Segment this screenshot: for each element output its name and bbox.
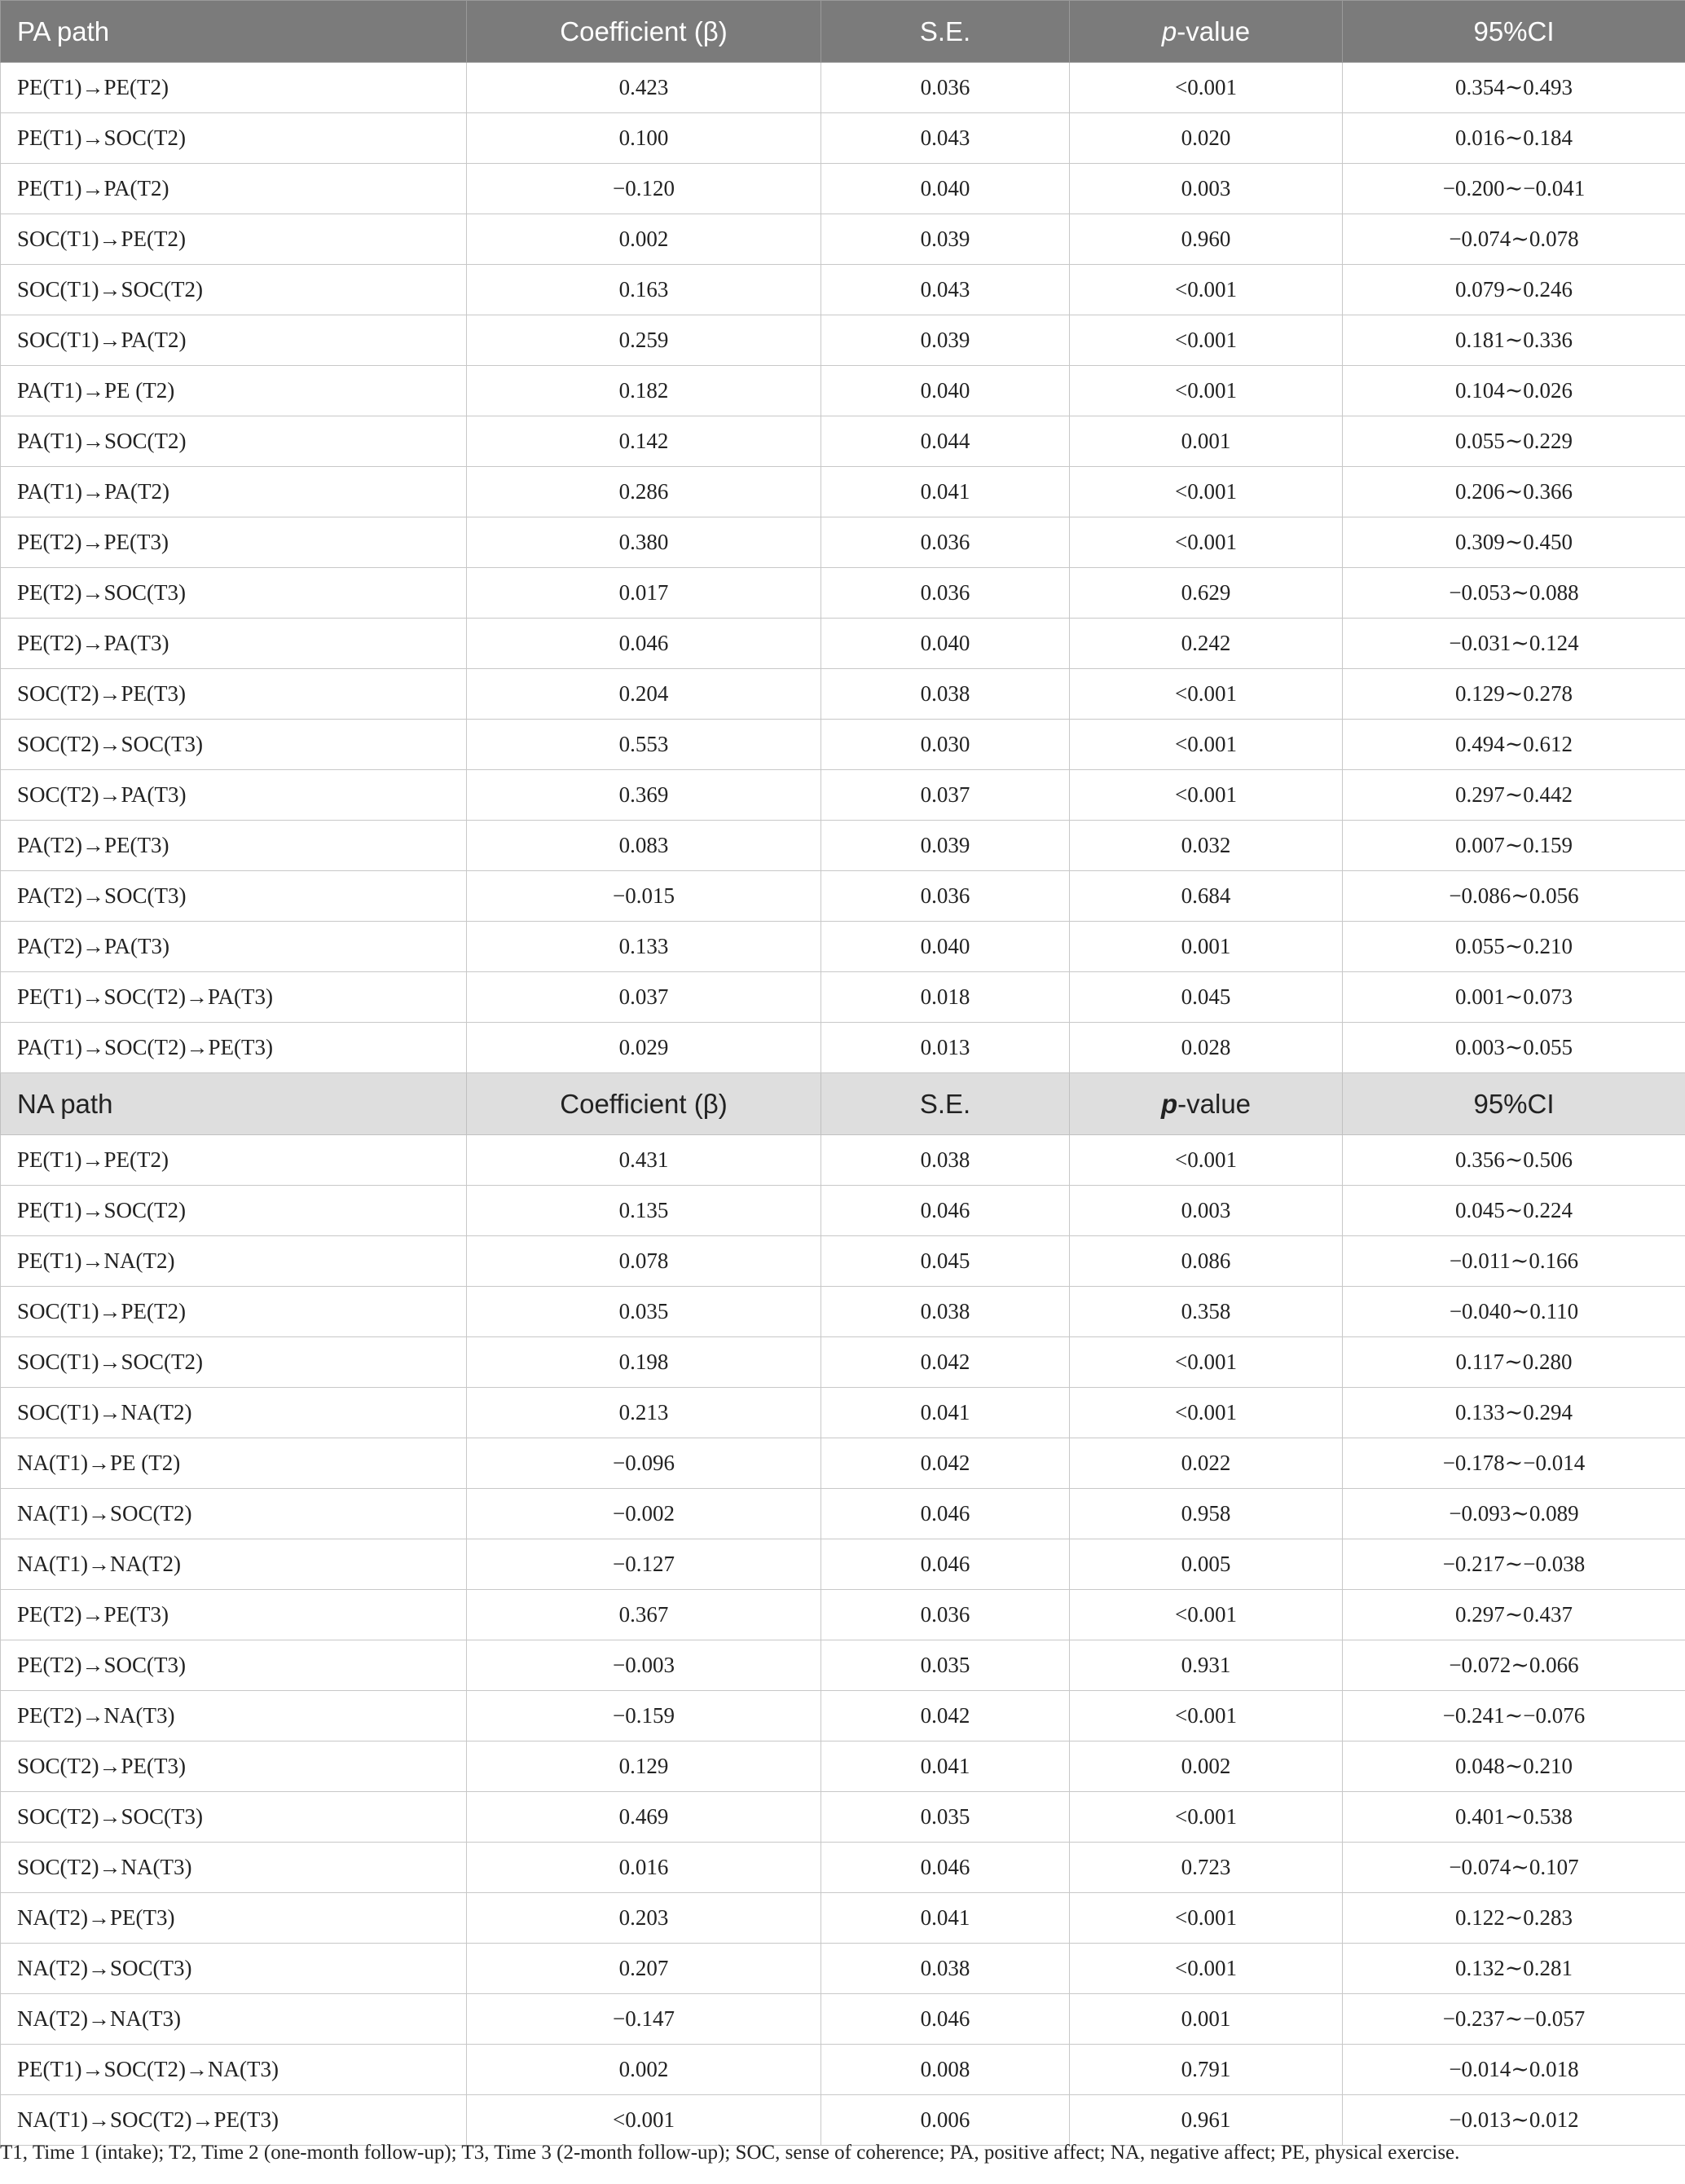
na-ci-cell: 0.297∼0.437 xyxy=(1343,1590,1685,1640)
pa-ci-cell: −0.053∼0.088 xyxy=(1343,568,1685,619)
pa-path-cell: SOC(T2)→SOC(T3) xyxy=(1,720,467,770)
na-table-row xyxy=(1,1236,1685,1287)
pa-se-cell: 0.040 xyxy=(821,366,1070,416)
pa-ci-cell: 0.016∼0.184 xyxy=(1343,113,1685,164)
pa-table-row xyxy=(1,922,1685,972)
pa-coefficient-cell: 0.083 xyxy=(467,821,821,871)
pa-table-row xyxy=(1,467,1685,517)
pa-coefficient-cell: −0.120 xyxy=(467,164,821,214)
pa-path-cell: PE(T2)→PE(T3) xyxy=(1,517,467,568)
pa-pvalue-header: p-value xyxy=(1070,1,1343,63)
na-coefficient-cell: 0.078 xyxy=(467,1236,821,1287)
na-ci-cell: 0.045∼0.224 xyxy=(1343,1186,1685,1236)
pa-se-cell: 0.040 xyxy=(821,164,1070,214)
na-ci-cell: −0.072∼0.066 xyxy=(1343,1640,1685,1691)
na-coefficient-cell: <0.001 xyxy=(467,2095,821,2146)
na-table-row xyxy=(1,1944,1685,1994)
na-table-row xyxy=(1,1843,1685,1893)
na-pvalue-cell: 0.086 xyxy=(1070,1236,1343,1287)
pa-path-cell: SOC(T1)→PE(T2) xyxy=(1,214,467,265)
pa-table-row xyxy=(1,1023,1685,1073)
pa-ci-header: 95%CI xyxy=(1343,1,1685,63)
pa-coefficient-cell: 0.142 xyxy=(467,416,821,467)
pa-pvalue-cell: <0.001 xyxy=(1070,467,1343,517)
na-table-row xyxy=(1,2045,1685,2095)
na-se-cell: 0.042 xyxy=(821,1337,1070,1388)
na-coefficient-cell: −0.127 xyxy=(467,1539,821,1590)
na-pvalue-cell: <0.001 xyxy=(1070,1691,1343,1741)
na-coefficient-header: Coefficient (β) xyxy=(467,1073,821,1135)
na-header xyxy=(1,1073,1685,1135)
pa-table-row xyxy=(1,113,1685,164)
na-ci-cell: −0.178∼−0.014 xyxy=(1343,1438,1685,1489)
na-path-cell: PE(T1)→SOC(T2) xyxy=(1,1186,467,1236)
pa-path-cell: PE(T1)→SOC(T2)→PA(T3) xyxy=(1,972,467,1023)
table-footnote: T1, Time 1 (intake); T2, Time 2 (one-month follow-up); T3, Time 3 (2-month follow-up); SOC, sense of coherence; PA, positive affect; NA, negative affect; PE, physical exercise. xyxy=(0,2142,1460,2164)
pa-coefficient-cell: 0.017 xyxy=(467,568,821,619)
na-path-cell: NA(T1)→SOC(T2)→PE(T3) xyxy=(1,2095,467,2146)
pa-table-row xyxy=(1,619,1685,669)
na-table-row xyxy=(1,1388,1685,1438)
na-coefficient-cell: 0.213 xyxy=(467,1388,821,1438)
na-se-cell: 0.042 xyxy=(821,1691,1070,1741)
na-se-cell: 0.046 xyxy=(821,1994,1070,2045)
na-table-row xyxy=(1,1287,1685,1337)
pa-pvalue-cell: <0.001 xyxy=(1070,265,1343,315)
pa-table-row xyxy=(1,517,1685,568)
pa-table-row xyxy=(1,265,1685,315)
na-path-cell: NA(T2)→SOC(T3) xyxy=(1,1944,467,1994)
pa-table-row xyxy=(1,770,1685,821)
na-coefficient-cell: −0.159 xyxy=(467,1691,821,1741)
na-pvalue-cell: 0.931 xyxy=(1070,1640,1343,1691)
na-path-cell: NA(T1)→PE (T2) xyxy=(1,1438,467,1489)
pa-coefficient-header: Coefficient (β) xyxy=(467,1,821,63)
pa-ci-cell: −0.074∼0.078 xyxy=(1343,214,1685,265)
na-path-cell: SOC(T1)→SOC(T2) xyxy=(1,1337,467,1388)
pa-se-cell: 0.037 xyxy=(821,770,1070,821)
pa-table-row xyxy=(1,366,1685,416)
pa-ci-cell: −0.086∼0.056 xyxy=(1343,871,1685,922)
na-ci-cell: −0.241∼−0.076 xyxy=(1343,1691,1685,1741)
na-se-cell: 0.046 xyxy=(821,1539,1070,1590)
pa-path-cell: SOC(T1)→PA(T2) xyxy=(1,315,467,366)
na-ci-cell: 0.133∼0.294 xyxy=(1343,1388,1685,1438)
na-path-cell: PE(T2)→PE(T3) xyxy=(1,1590,467,1640)
pa-pvalue-cell: <0.001 xyxy=(1070,63,1343,113)
na-path-cell: SOC(T2)→NA(T3) xyxy=(1,1843,467,1893)
na-table-row xyxy=(1,1741,1685,1792)
na-coefficient-cell: 0.016 xyxy=(467,1843,821,1893)
na-path-cell: PE(T2)→SOC(T3) xyxy=(1,1640,467,1691)
pa-path-cell: PE(T1)→PE(T2) xyxy=(1,63,467,113)
na-coefficient-cell: 0.129 xyxy=(467,1741,821,1792)
pa-table-row xyxy=(1,669,1685,720)
pa-se-cell: 0.018 xyxy=(821,972,1070,1023)
pa-pvalue-cell: 0.003 xyxy=(1070,164,1343,214)
pa-coefficient-cell: 0.046 xyxy=(467,619,821,669)
pa-table-row xyxy=(1,63,1685,113)
pa-ci-cell: 0.104∼0.026 xyxy=(1343,366,1685,416)
pa-ci-cell: 0.007∼0.159 xyxy=(1343,821,1685,871)
na-se-header: S.E. xyxy=(821,1073,1070,1135)
na-pvalue-cell: <0.001 xyxy=(1070,1792,1343,1843)
pa-path-cell: PA(T2)→PA(T3) xyxy=(1,922,467,972)
pa-table-row xyxy=(1,871,1685,922)
pa-coefficient-cell: 0.029 xyxy=(467,1023,821,1073)
pa-se-cell: 0.040 xyxy=(821,922,1070,972)
na-table-row xyxy=(1,1994,1685,2045)
pa-pvalue-cell: 0.960 xyxy=(1070,214,1343,265)
pa-pvalue-cell: 0.020 xyxy=(1070,113,1343,164)
pa-ci-cell: 0.055∼0.229 xyxy=(1343,416,1685,467)
na-pvalue-cell: <0.001 xyxy=(1070,1944,1343,1994)
pa-se-cell: 0.036 xyxy=(821,568,1070,619)
pa-path-cell: PA(T2)→PE(T3) xyxy=(1,821,467,871)
pa-path-cell: PA(T1)→SOC(T2) xyxy=(1,416,467,467)
pa-path-cell: PA(T2)→SOC(T3) xyxy=(1,871,467,922)
na-ci-header: 95%CI xyxy=(1343,1073,1685,1135)
pa-ci-cell: 0.181∼0.336 xyxy=(1343,315,1685,366)
na-table-row xyxy=(1,1337,1685,1388)
pa-path-cell: SOC(T1)→SOC(T2) xyxy=(1,265,467,315)
pa-se-cell: 0.038 xyxy=(821,669,1070,720)
na-path-cell: NA(T1)→SOC(T2) xyxy=(1,1489,467,1539)
pa-path-cell: PE(T2)→SOC(T3) xyxy=(1,568,467,619)
na-ci-cell: −0.074∼0.107 xyxy=(1343,1843,1685,1893)
na-se-cell: 0.041 xyxy=(821,1741,1070,1792)
na-ci-cell: −0.011∼0.166 xyxy=(1343,1236,1685,1287)
pa-pvalue-cell: 0.045 xyxy=(1070,972,1343,1023)
pa-ci-cell: 0.129∼0.278 xyxy=(1343,669,1685,720)
na-ci-cell: −0.237∼−0.057 xyxy=(1343,1994,1685,2045)
pa-pvalue-cell: <0.001 xyxy=(1070,315,1343,366)
na-rows xyxy=(1,1135,1685,2146)
na-se-cell: 0.036 xyxy=(821,1590,1070,1640)
na-path-cell: SOC(T1)→PE(T2) xyxy=(1,1287,467,1337)
pa-pvalue-cell: 0.629 xyxy=(1070,568,1343,619)
pa-table-row xyxy=(1,416,1685,467)
na-coefficient-cell: −0.003 xyxy=(467,1640,821,1691)
na-se-cell: 0.045 xyxy=(821,1236,1070,1287)
na-ci-cell: −0.040∼0.110 xyxy=(1343,1287,1685,1337)
pa-path-cell: PA(T1)→SOC(T2)→PE(T3) xyxy=(1,1023,467,1073)
na-pvalue-cell: 0.791 xyxy=(1070,2045,1343,2095)
na-coefficient-cell: −0.147 xyxy=(467,1994,821,2045)
pa-table-row xyxy=(1,972,1685,1023)
pa-path-cell: PE(T1)→PA(T2) xyxy=(1,164,467,214)
na-ci-cell: 0.122∼0.283 xyxy=(1343,1893,1685,1944)
pa-ci-cell: 0.079∼0.246 xyxy=(1343,265,1685,315)
pa-header xyxy=(1,1,1685,63)
pa-coefficient-cell: 0.369 xyxy=(467,770,821,821)
na-path-cell: SOC(T1)→NA(T2) xyxy=(1,1388,467,1438)
pa-path-cell: SOC(T2)→PA(T3) xyxy=(1,770,467,821)
pa-pvalue-cell: 0.001 xyxy=(1070,416,1343,467)
na-se-cell: 0.038 xyxy=(821,1287,1070,1337)
na-se-cell: 0.042 xyxy=(821,1438,1070,1489)
na-coefficient-cell: 0.207 xyxy=(467,1944,821,1994)
na-table-row xyxy=(1,1438,1685,1489)
pa-rows xyxy=(1,63,1685,1073)
na-header-row xyxy=(1,1073,1685,1135)
pa-pvalue-cell: 0.032 xyxy=(1070,821,1343,871)
na-se-cell: 0.008 xyxy=(821,2045,1070,2095)
pa-ci-cell: −0.031∼0.124 xyxy=(1343,619,1685,669)
na-ci-cell: 0.117∼0.280 xyxy=(1343,1337,1685,1388)
na-ci-cell: 0.132∼0.281 xyxy=(1343,1944,1685,1994)
pa-ci-cell: 0.206∼0.366 xyxy=(1343,467,1685,517)
na-coefficient-cell: 0.431 xyxy=(467,1135,821,1186)
na-pvalue-cell: 0.005 xyxy=(1070,1539,1343,1590)
na-path-header: NA path xyxy=(1,1073,467,1135)
na-pvalue-cell: 0.003 xyxy=(1070,1186,1343,1236)
pa-pvalue-cell: <0.001 xyxy=(1070,366,1343,416)
pa-coefficient-cell: 0.286 xyxy=(467,467,821,517)
na-coefficient-cell: 0.469 xyxy=(467,1792,821,1843)
pa-pvalue-cell: <0.001 xyxy=(1070,517,1343,568)
na-coefficient-cell: 0.367 xyxy=(467,1590,821,1640)
pa-se-cell: 0.039 xyxy=(821,315,1070,366)
na-table-row xyxy=(1,1186,1685,1236)
na-se-cell: 0.041 xyxy=(821,1388,1070,1438)
na-ci-cell: 0.356∼0.506 xyxy=(1343,1135,1685,1186)
pa-coefficient-cell: 0.002 xyxy=(467,214,821,265)
na-se-cell: 0.035 xyxy=(821,1640,1070,1691)
na-se-cell: 0.038 xyxy=(821,1944,1070,1994)
pa-se-cell: 0.036 xyxy=(821,871,1070,922)
pa-coefficient-cell: 0.204 xyxy=(467,669,821,720)
pa-pvalue-cell: <0.001 xyxy=(1070,669,1343,720)
pa-coefficient-cell: 0.163 xyxy=(467,265,821,315)
pa-coefficient-cell: 0.182 xyxy=(467,366,821,416)
na-table-row xyxy=(1,1691,1685,1741)
na-ci-cell: −0.093∼0.089 xyxy=(1343,1489,1685,1539)
pa-path-cell: PA(T1)→PE (T2) xyxy=(1,366,467,416)
na-coefficient-cell: 0.135 xyxy=(467,1186,821,1236)
pa-coefficient-cell: 0.259 xyxy=(467,315,821,366)
na-table-row xyxy=(1,1640,1685,1691)
pa-ci-cell: 0.003∼0.055 xyxy=(1343,1023,1685,1073)
na-se-cell: 0.046 xyxy=(821,1843,1070,1893)
pa-se-cell: 0.030 xyxy=(821,720,1070,770)
pa-path-header: PA path xyxy=(1,1,467,63)
pa-table-row xyxy=(1,315,1685,366)
pa-ci-cell: 0.354∼0.493 xyxy=(1343,63,1685,113)
pa-se-cell: 0.043 xyxy=(821,265,1070,315)
pa-path-cell: PA(T1)→PA(T2) xyxy=(1,467,467,517)
pa-ci-cell: 0.297∼0.442 xyxy=(1343,770,1685,821)
na-se-cell: 0.038 xyxy=(821,1135,1070,1186)
pa-se-cell: 0.043 xyxy=(821,113,1070,164)
na-table-row xyxy=(1,1893,1685,1944)
pa-path-cell: SOC(T2)→PE(T3) xyxy=(1,669,467,720)
na-coefficient-cell: 0.203 xyxy=(467,1893,821,1944)
pa-ci-cell: −0.200∼−0.041 xyxy=(1343,164,1685,214)
na-ci-cell: 0.048∼0.210 xyxy=(1343,1741,1685,1792)
pa-coefficient-cell: 0.037 xyxy=(467,972,821,1023)
pa-se-cell: 0.039 xyxy=(821,214,1070,265)
na-se-cell: 0.035 xyxy=(821,1792,1070,1843)
pa-pvalue-cell: <0.001 xyxy=(1070,770,1343,821)
na-path-cell: PE(T1)→SOC(T2)→NA(T3) xyxy=(1,2045,467,2095)
na-table-row xyxy=(1,1792,1685,1843)
pa-table-row xyxy=(1,821,1685,871)
na-table-row xyxy=(1,1590,1685,1640)
na-se-cell: 0.006 xyxy=(821,2095,1070,2146)
na-ci-cell: 0.401∼0.538 xyxy=(1343,1792,1685,1843)
pa-table-row xyxy=(1,568,1685,619)
pa-se-cell: 0.039 xyxy=(821,821,1070,871)
na-pvalue-cell: 0.001 xyxy=(1070,1994,1343,2045)
pa-pvalue-cell: 0.028 xyxy=(1070,1023,1343,1073)
na-pvalue-cell: <0.001 xyxy=(1070,1388,1343,1438)
na-pvalue-cell: <0.001 xyxy=(1070,1337,1343,1388)
pa-coefficient-cell: 0.133 xyxy=(467,922,821,972)
pa-se-cell: 0.041 xyxy=(821,467,1070,517)
pa-pvalue-cell: 0.001 xyxy=(1070,922,1343,972)
na-path-cell: NA(T2)→NA(T3) xyxy=(1,1994,467,2045)
pa-ci-cell: 0.309∼0.450 xyxy=(1343,517,1685,568)
na-path-cell: NA(T1)→NA(T2) xyxy=(1,1539,467,1590)
na-table-row xyxy=(1,1489,1685,1539)
na-pvalue-cell: 0.002 xyxy=(1070,1741,1343,1792)
pa-coefficient-cell: 0.423 xyxy=(467,63,821,113)
na-path-cell: PE(T2)→NA(T3) xyxy=(1,1691,467,1741)
na-ci-cell: −0.014∼0.018 xyxy=(1343,2045,1685,2095)
na-path-cell: SOC(T2)→PE(T3) xyxy=(1,1741,467,1792)
pa-pvalue-cell: 0.242 xyxy=(1070,619,1343,669)
pa-se-cell: 0.044 xyxy=(821,416,1070,467)
na-pvalue-cell: 0.022 xyxy=(1070,1438,1343,1489)
na-ci-cell: −0.013∼0.012 xyxy=(1343,2095,1685,2146)
pa-pvalue-cell: <0.001 xyxy=(1070,720,1343,770)
pa-se-cell: 0.040 xyxy=(821,619,1070,669)
na-path-cell: PE(T1)→PE(T2) xyxy=(1,1135,467,1186)
pa-se-cell: 0.036 xyxy=(821,63,1070,113)
pa-pvalue-cell: 0.684 xyxy=(1070,871,1343,922)
na-path-cell: SOC(T2)→SOC(T3) xyxy=(1,1792,467,1843)
pa-ci-cell: 0.001∼0.073 xyxy=(1343,972,1685,1023)
pa-table-row xyxy=(1,720,1685,770)
na-pvalue-cell: 0.358 xyxy=(1070,1287,1343,1337)
na-pvalue-header: p-value xyxy=(1070,1073,1343,1135)
na-coefficient-cell: −0.002 xyxy=(467,1489,821,1539)
na-coefficient-cell: −0.096 xyxy=(467,1438,821,1489)
pa-table-row xyxy=(1,164,1685,214)
na-se-cell: 0.046 xyxy=(821,1186,1070,1236)
pa-header-row xyxy=(1,1,1685,63)
pa-coefficient-cell: 0.553 xyxy=(467,720,821,770)
na-table-row xyxy=(1,1135,1685,1186)
na-se-cell: 0.041 xyxy=(821,1893,1070,1944)
na-table-row xyxy=(1,2095,1685,2146)
na-table-row xyxy=(1,1539,1685,1590)
na-coefficient-cell: 0.198 xyxy=(467,1337,821,1388)
pa-coefficient-cell: 0.100 xyxy=(467,113,821,164)
pa-se-cell: 0.013 xyxy=(821,1023,1070,1073)
pa-coefficient-cell: −0.015 xyxy=(467,871,821,922)
na-pvalue-cell: 0.961 xyxy=(1070,2095,1343,2146)
na-se-cell: 0.046 xyxy=(821,1489,1070,1539)
na-pvalue-cell: <0.001 xyxy=(1070,1893,1343,1944)
na-path-cell: NA(T2)→PE(T3) xyxy=(1,1893,467,1944)
na-pvalue-cell: <0.001 xyxy=(1070,1590,1343,1640)
na-pvalue-cell: 0.723 xyxy=(1070,1843,1343,1893)
pa-table-row xyxy=(1,214,1685,265)
pa-se-cell: 0.036 xyxy=(821,517,1070,568)
pa-ci-cell: 0.055∼0.210 xyxy=(1343,922,1685,972)
na-path-cell: PE(T1)→NA(T2) xyxy=(1,1236,467,1287)
na-pvalue-cell: 0.958 xyxy=(1070,1489,1343,1539)
na-coefficient-cell: 0.035 xyxy=(467,1287,821,1337)
pa-path-cell: PE(T2)→PA(T3) xyxy=(1,619,467,669)
pa-se-header: S.E. xyxy=(821,1,1070,63)
na-pvalue-cell: <0.001 xyxy=(1070,1135,1343,1186)
pa-path-cell: PE(T1)→SOC(T2) xyxy=(1,113,467,164)
na-ci-cell: −0.217∼−0.038 xyxy=(1343,1539,1685,1590)
pa-coefficient-cell: 0.380 xyxy=(467,517,821,568)
pa-ci-cell: 0.494∼0.612 xyxy=(1343,720,1685,770)
na-coefficient-cell: 0.002 xyxy=(467,2045,821,2095)
